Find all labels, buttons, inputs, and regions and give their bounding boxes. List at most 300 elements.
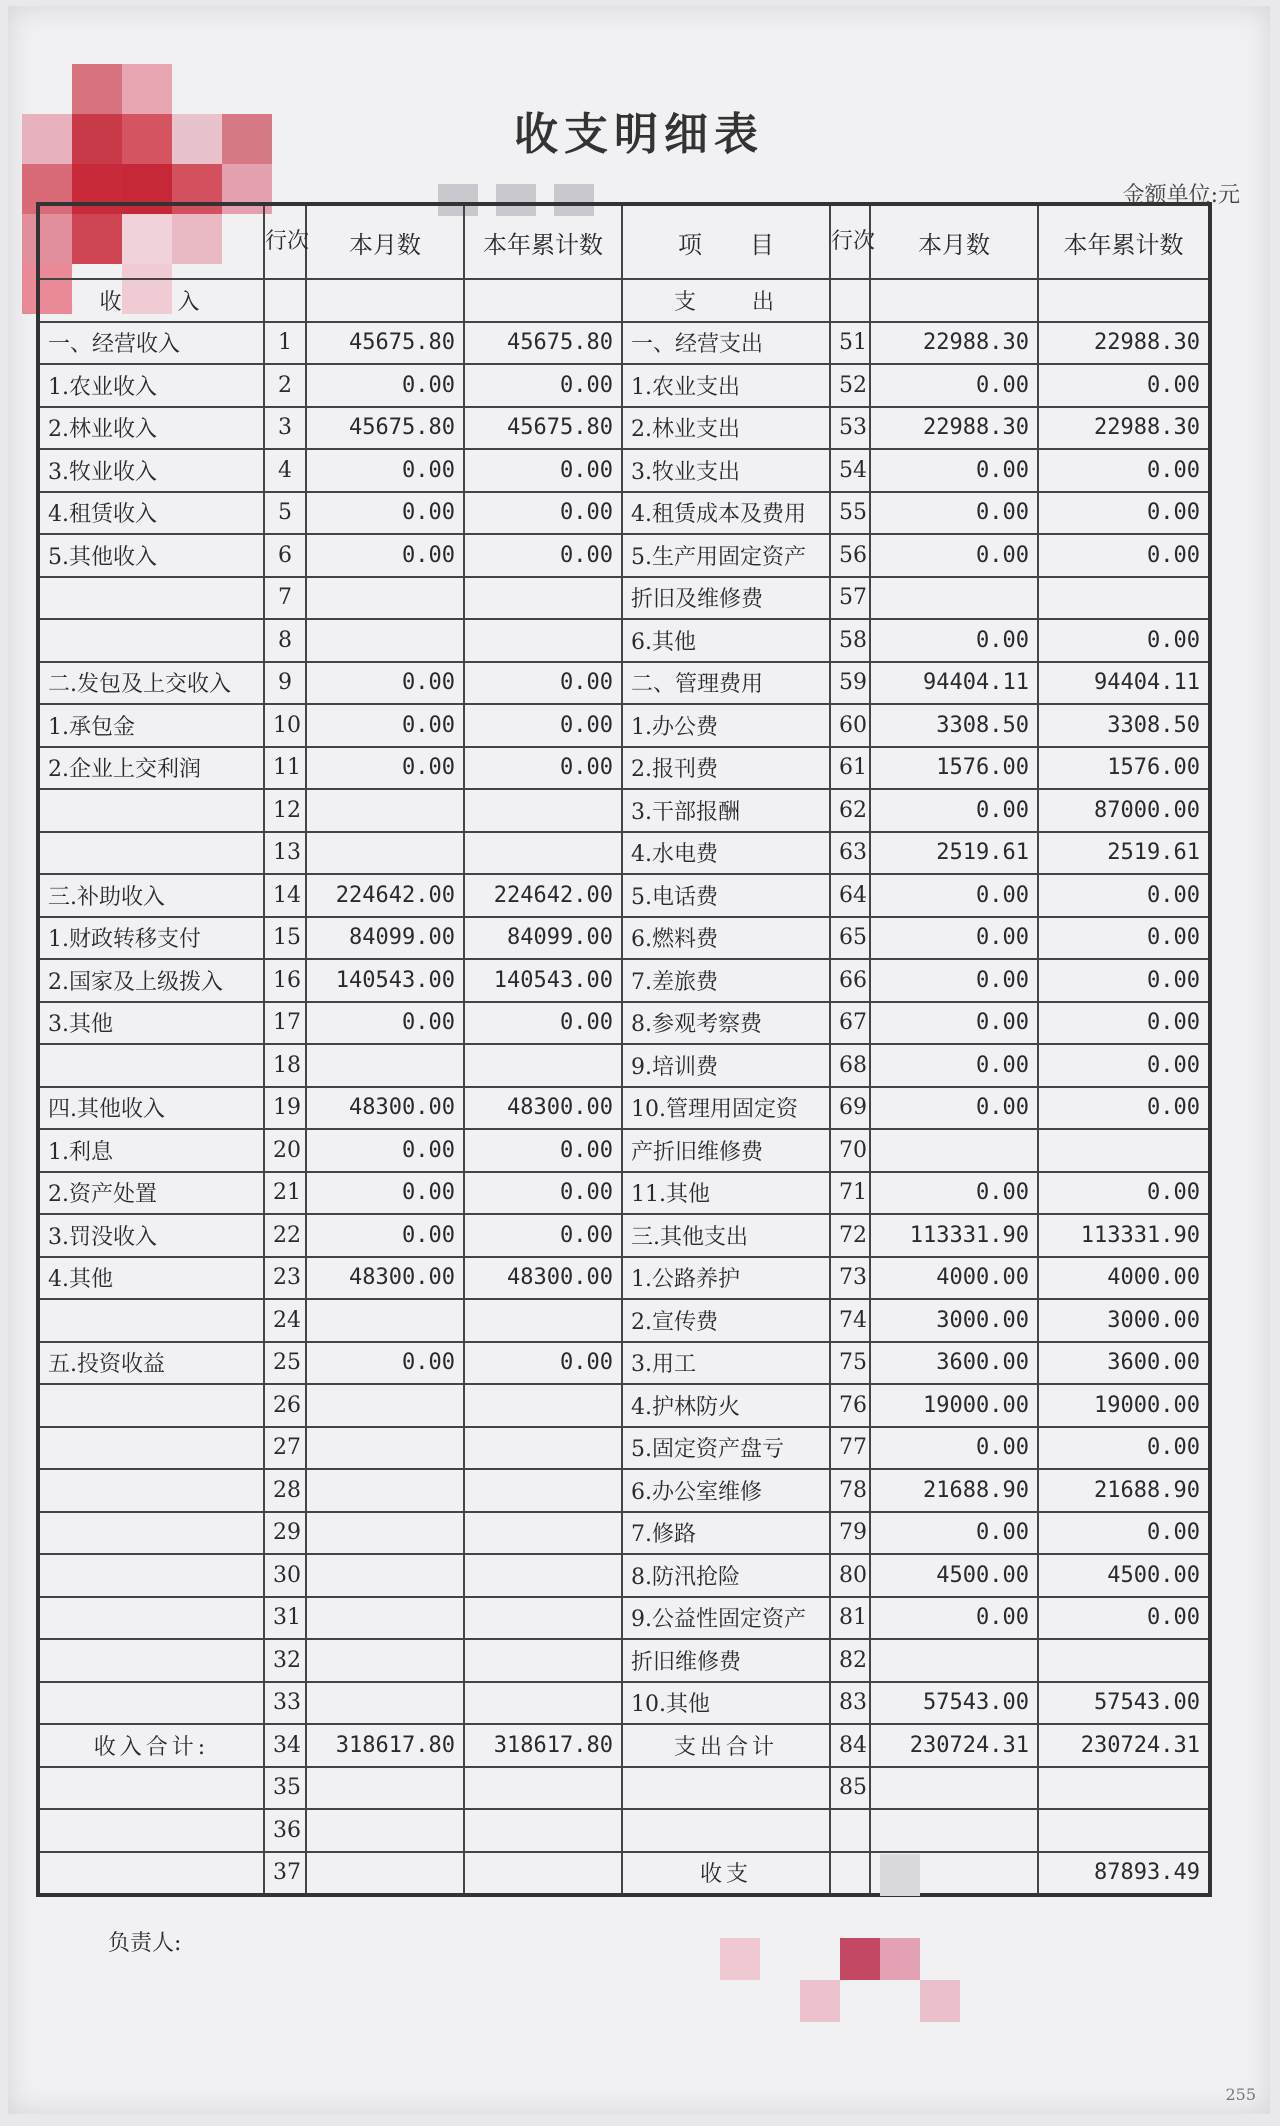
left-month-cell: [306, 1044, 464, 1087]
left-row-cell: 9: [264, 662, 306, 705]
right-month-cell: 21688.90: [870, 1469, 1038, 1512]
right-item-cell: 4.租赁成本及费用: [622, 492, 830, 535]
right-item-cell: 10.管理用固定资: [622, 1087, 830, 1130]
left-item-cell: 4.其他: [38, 1257, 264, 1300]
right-row-cell: 83: [830, 1682, 870, 1725]
left-row-cell: 14: [264, 874, 306, 917]
right-item-cell: 支 出: [622, 279, 830, 322]
right-month-cell: [870, 1809, 1038, 1852]
left-row-cell: 21: [264, 1172, 306, 1215]
left-year-cell: [464, 1767, 622, 1810]
left-item-cell: 3.牧业收入: [38, 449, 264, 492]
right-row-cell: 69: [830, 1087, 870, 1130]
income-expense-table: [36, 202, 1212, 1897]
left-month-cell: 48300.00: [306, 1087, 464, 1130]
left-row-cell: 11: [264, 747, 306, 790]
table-row: [38, 1682, 1210, 1725]
left-item-cell: 1.财政转移支付: [38, 917, 264, 960]
left-row-cell: 10: [264, 704, 306, 747]
left-row-cell: 37: [264, 1852, 306, 1896]
right-year-cell: [1038, 1767, 1210, 1810]
left-item-cell: 收 入: [38, 279, 264, 322]
header-row-right: 行次: [830, 204, 870, 279]
right-row-cell: 81: [830, 1597, 870, 1640]
right-month-cell: 0.00: [870, 1002, 1038, 1045]
left-year-cell: [464, 1809, 622, 1852]
table-row: [38, 1384, 1210, 1427]
header-year-left: 本年累计数: [464, 204, 622, 279]
left-month-cell: 0.00: [306, 662, 464, 705]
left-item-cell: [38, 1682, 264, 1725]
table-row: [38, 662, 1210, 705]
right-month-cell: 3308.50: [870, 704, 1038, 747]
left-year-cell: [464, 1299, 622, 1342]
left-year-cell: [464, 577, 622, 620]
table-row: [38, 1639, 1210, 1682]
left-month-cell: [306, 1469, 464, 1512]
table-row: [38, 407, 1210, 450]
right-item-cell: 3.牧业支出: [622, 449, 830, 492]
right-item-cell: 折旧及维修费: [622, 577, 830, 620]
right-year-cell: 0.00: [1038, 1512, 1210, 1555]
left-item-cell: [38, 1469, 264, 1512]
left-month-cell: 0.00: [306, 1129, 464, 1172]
right-year-cell: 0.00: [1038, 1087, 1210, 1130]
left-item-cell: 1.承包金: [38, 704, 264, 747]
right-month-cell: 230724.31: [870, 1724, 1038, 1767]
right-year-cell: 0.00: [1038, 917, 1210, 960]
right-row-cell: 79: [830, 1512, 870, 1555]
left-year-cell: 48300.00: [464, 1257, 622, 1300]
left-row-cell: 3: [264, 407, 306, 450]
right-month-cell: 0.00: [870, 917, 1038, 960]
right-month-cell: [870, 1639, 1038, 1682]
right-year-cell: 0.00: [1038, 534, 1210, 577]
right-row-cell: 54: [830, 449, 870, 492]
right-month-cell: 94404.11: [870, 662, 1038, 705]
table-row: [38, 577, 1210, 620]
left-year-cell: 0.00: [464, 704, 622, 747]
right-month-cell: 0.00: [870, 619, 1038, 662]
left-month-cell: [306, 1512, 464, 1555]
right-row-cell: 75: [830, 1342, 870, 1385]
right-year-cell: 0.00: [1038, 364, 1210, 407]
left-year-cell: 318617.80: [464, 1724, 622, 1767]
right-row-cell: 68: [830, 1044, 870, 1087]
right-row-cell: 52: [830, 364, 870, 407]
right-item-cell: 1.农业支出: [622, 364, 830, 407]
right-year-cell: 230724.31: [1038, 1724, 1210, 1767]
right-year-cell: 57543.00: [1038, 1682, 1210, 1725]
left-month-cell: [306, 1299, 464, 1342]
table-row: [38, 1469, 1210, 1512]
left-year-cell: 0.00: [464, 662, 622, 705]
left-year-cell: [464, 1639, 622, 1682]
left-month-cell: 0.00: [306, 1342, 464, 1385]
left-month-cell: [306, 1767, 464, 1810]
right-item-cell: 支出合计: [622, 1724, 830, 1767]
right-month-cell: 4500.00: [870, 1554, 1038, 1597]
left-item-cell: 2.国家及上级拨入: [38, 959, 264, 1002]
left-month-cell: [306, 1427, 464, 1470]
left-item-cell: 五.投资收益: [38, 1342, 264, 1385]
left-year-cell: [464, 619, 622, 662]
left-item-cell: 2.企业上交利润: [38, 747, 264, 790]
right-year-cell: 87893.49: [1038, 1852, 1210, 1896]
header-month-left: 本月数: [306, 204, 464, 279]
right-row-cell: 80: [830, 1554, 870, 1597]
left-item-cell: 2.林业收入: [38, 407, 264, 450]
right-year-cell: 21688.90: [1038, 1469, 1210, 1512]
table-row: [38, 1597, 1210, 1640]
left-year-cell: [464, 1427, 622, 1470]
right-item-cell: 2.宣传费: [622, 1299, 830, 1342]
table-row: [38, 1809, 1210, 1852]
left-month-cell: 45675.80: [306, 322, 464, 365]
right-year-cell: 3600.00: [1038, 1342, 1210, 1385]
corner-page-number: 255: [1225, 2085, 1256, 2104]
right-month-cell: 1576.00: [870, 747, 1038, 790]
right-year-cell: 19000.00: [1038, 1384, 1210, 1427]
left-row-cell: 17: [264, 1002, 306, 1045]
left-row-cell: 24: [264, 1299, 306, 1342]
right-item-cell: [622, 1767, 830, 1810]
left-item-cell: 收入合计:: [38, 1724, 264, 1767]
left-month-cell: [306, 1682, 464, 1725]
right-item-cell: 2.林业支出: [622, 407, 830, 450]
left-month-cell: 45675.80: [306, 407, 464, 450]
right-year-cell: 0.00: [1038, 1002, 1210, 1045]
table-row: [38, 874, 1210, 917]
right-item-cell: 8.参观考察费: [622, 1002, 830, 1045]
right-item-cell: 6.燃料费: [622, 917, 830, 960]
right-row-cell: 76: [830, 1384, 870, 1427]
right-row-cell: 70: [830, 1129, 870, 1172]
right-row-cell: 63: [830, 832, 870, 875]
right-month-cell: 0.00: [870, 789, 1038, 832]
left-item-cell: [38, 619, 264, 662]
right-year-cell: 113331.90: [1038, 1214, 1210, 1257]
table-row: [38, 1512, 1210, 1555]
left-item-cell: 5.其他收入: [38, 534, 264, 577]
table-row: [38, 1554, 1210, 1597]
right-row-cell: 62: [830, 789, 870, 832]
right-row-cell: 85: [830, 1767, 870, 1810]
right-year-cell: 94404.11: [1038, 662, 1210, 705]
left-item-cell: [38, 1554, 264, 1597]
table-row: [38, 1852, 1210, 1896]
right-month-cell: 0.00: [870, 364, 1038, 407]
left-year-cell: 0.00: [464, 1214, 622, 1257]
right-row-cell: 61: [830, 747, 870, 790]
left-row-cell: 19: [264, 1087, 306, 1130]
right-row-cell: 51: [830, 322, 870, 365]
footer-responsible: 负责人:: [108, 1931, 182, 1956]
left-row-cell: 27: [264, 1427, 306, 1470]
left-item-cell: [38, 1384, 264, 1427]
left-month-cell: [306, 832, 464, 875]
left-month-cell: 0.00: [306, 449, 464, 492]
table-row: [38, 1299, 1210, 1342]
left-year-cell: 0.00: [464, 1342, 622, 1385]
left-year-cell: [464, 789, 622, 832]
left-month-cell: [306, 1554, 464, 1597]
left-item-cell: 三.补助收入: [38, 874, 264, 917]
right-year-cell: 0.00: [1038, 1172, 1210, 1215]
left-row-cell: 13: [264, 832, 306, 875]
right-row-cell: 60: [830, 704, 870, 747]
left-row-cell: 16: [264, 959, 306, 1002]
table-row: [38, 1172, 1210, 1215]
table-row: [38, 789, 1210, 832]
right-row-cell: 82: [830, 1639, 870, 1682]
right-year-cell: 2519.61: [1038, 832, 1210, 875]
left-month-cell: 0.00: [306, 492, 464, 535]
header-row-left: 行次: [264, 204, 306, 279]
left-month-cell: [306, 1384, 464, 1427]
table-row: [38, 1214, 1210, 1257]
left-item-cell: 4.租赁收入: [38, 492, 264, 535]
left-year-cell: 48300.00: [464, 1087, 622, 1130]
left-month-cell: [306, 1639, 464, 1682]
left-item-cell: 2.资产处置: [38, 1172, 264, 1215]
right-row-cell: [830, 279, 870, 322]
right-item-cell: 3.用工: [622, 1342, 830, 1385]
right-month-cell: 0.00: [870, 1044, 1038, 1087]
table-row: [38, 322, 1210, 365]
left-year-cell: 45675.80: [464, 407, 622, 450]
table-row: [38, 492, 1210, 535]
right-year-cell: 87000.00: [1038, 789, 1210, 832]
right-row-cell: 53: [830, 407, 870, 450]
left-item-cell: [38, 1299, 264, 1342]
left-item-cell: [38, 1809, 264, 1852]
left-year-cell: [464, 1469, 622, 1512]
left-month-cell: 0.00: [306, 364, 464, 407]
left-item-cell: 3.其他: [38, 1002, 264, 1045]
left-month-cell: 0.00: [306, 534, 464, 577]
header-month-right: 本月数: [870, 204, 1038, 279]
right-month-cell: 113331.90: [870, 1214, 1038, 1257]
left-month-cell: [306, 1809, 464, 1852]
left-item-cell: [38, 1512, 264, 1555]
right-month-cell: 0.00: [870, 1087, 1038, 1130]
left-row-cell: 4: [264, 449, 306, 492]
right-row-cell: 56: [830, 534, 870, 577]
right-item-cell: 9.培训费: [622, 1044, 830, 1087]
right-year-cell: 0.00: [1038, 1044, 1210, 1087]
header-item-left: [38, 204, 264, 279]
left-item-cell: [38, 1597, 264, 1640]
left-month-cell: 0.00: [306, 1002, 464, 1045]
table-row: [38, 1002, 1210, 1045]
left-row-cell: 6: [264, 534, 306, 577]
left-month-cell: [306, 1852, 464, 1896]
right-item-cell: 10.其他: [622, 1682, 830, 1725]
right-year-cell: 0.00: [1038, 1427, 1210, 1470]
left-item-cell: [38, 1427, 264, 1470]
left-year-cell: 45675.80: [464, 322, 622, 365]
right-year-cell: 0.00: [1038, 1597, 1210, 1640]
left-item-cell: 二.发包及上交收入: [38, 662, 264, 705]
right-row-cell: 66: [830, 959, 870, 1002]
right-item-cell: 5.固定资产盘亏: [622, 1427, 830, 1470]
right-month-cell: 0.00: [870, 449, 1038, 492]
left-year-cell: 0.00: [464, 1129, 622, 1172]
left-item-cell: [38, 577, 264, 620]
right-item-cell: 折旧维修费: [622, 1639, 830, 1682]
left-row-cell: 35: [264, 1767, 306, 1810]
right-month-cell: 19000.00: [870, 1384, 1038, 1427]
left-item-cell: 四.其他收入: [38, 1087, 264, 1130]
right-item-cell: 4.水电费: [622, 832, 830, 875]
right-row-cell: 58: [830, 619, 870, 662]
table-row: [38, 1087, 1210, 1130]
table-row: [38, 1257, 1210, 1300]
table-row: [38, 1342, 1210, 1385]
table-header-row: [38, 204, 1210, 279]
right-item-cell: 9.公益性固定资产: [622, 1597, 830, 1640]
left-year-cell: [464, 1554, 622, 1597]
left-row-cell: 25: [264, 1342, 306, 1385]
right-row-cell: 73: [830, 1257, 870, 1300]
right-year-cell: [1038, 1639, 1210, 1682]
right-month-cell: 0.00: [870, 1512, 1038, 1555]
right-row-cell: 84: [830, 1724, 870, 1767]
table-row: [38, 747, 1210, 790]
left-year-cell: 0.00: [464, 1002, 622, 1045]
table-row: [38, 279, 1210, 322]
currency-unit: 金额单位:元: [1122, 183, 1240, 208]
left-row-cell: 7: [264, 577, 306, 620]
left-row-cell: 2: [264, 364, 306, 407]
left-year-cell: 84099.00: [464, 917, 622, 960]
left-row-cell: 26: [264, 1384, 306, 1427]
left-row-cell: 8: [264, 619, 306, 662]
left-row-cell: 29: [264, 1512, 306, 1555]
right-year-cell: 0.00: [1038, 874, 1210, 917]
left-year-cell: 0.00: [464, 449, 622, 492]
table-row: [38, 959, 1210, 1002]
left-item-cell: 3.罚没收入: [38, 1214, 264, 1257]
right-month-cell: 0.00: [870, 492, 1038, 535]
right-month-cell: 0.00: [870, 874, 1038, 917]
right-item-cell: 5.生产用固定资产: [622, 534, 830, 577]
right-month-cell: 0.00: [870, 1427, 1038, 1470]
left-year-cell: 224642.00: [464, 874, 622, 917]
right-item-cell: 6.办公室维修: [622, 1469, 830, 1512]
left-row-cell: 5: [264, 492, 306, 535]
left-item-cell: [38, 1639, 264, 1682]
left-item-cell: [38, 1767, 264, 1810]
right-item-cell: 7.修路: [622, 1512, 830, 1555]
right-month-cell: [870, 1129, 1038, 1172]
left-year-cell: [464, 1682, 622, 1725]
left-year-cell: 0.00: [464, 492, 622, 535]
right-year-cell: 1576.00: [1038, 747, 1210, 790]
left-row-cell: 18: [264, 1044, 306, 1087]
left-item-cell: [38, 832, 264, 875]
right-year-cell: 22988.30: [1038, 322, 1210, 365]
right-year-cell: 4000.00: [1038, 1257, 1210, 1300]
table-row: [38, 704, 1210, 747]
right-month-cell: 0.00: [870, 1597, 1038, 1640]
right-year-cell: 0.00: [1038, 449, 1210, 492]
right-year-cell: 0.00: [1038, 492, 1210, 535]
right-item-cell: [622, 1809, 830, 1852]
left-year-cell: [464, 1384, 622, 1427]
table-row: [38, 1427, 1210, 1470]
right-item-cell: 1.公路养护: [622, 1257, 830, 1300]
header-year-right: 本年累计数: [1038, 204, 1210, 279]
left-row-cell: 36: [264, 1809, 306, 1852]
right-year-cell: 22988.30: [1038, 407, 1210, 450]
right-row-cell: 71: [830, 1172, 870, 1215]
right-month-cell: 2519.61: [870, 832, 1038, 875]
left-row-cell: 33: [264, 1682, 306, 1725]
right-item-cell: 二、管理费用: [622, 662, 830, 705]
right-row-cell: [830, 1809, 870, 1852]
right-row-cell: 74: [830, 1299, 870, 1342]
table-row: [38, 1044, 1210, 1087]
table-row: [38, 1767, 1210, 1810]
left-row-cell: 32: [264, 1639, 306, 1682]
right-month-cell: 0.00: [870, 534, 1038, 577]
right-year-cell: [1038, 1129, 1210, 1172]
right-month-cell: 22988.30: [870, 407, 1038, 450]
right-month-cell: 57543.00: [870, 1682, 1038, 1725]
right-item-cell: 3.干部报酬: [622, 789, 830, 832]
right-year-cell: 3308.50: [1038, 704, 1210, 747]
left-row-cell: 20: [264, 1129, 306, 1172]
left-month-cell: 48300.00: [306, 1257, 464, 1300]
right-item-cell: 1.办公费: [622, 704, 830, 747]
left-month-cell: 318617.80: [306, 1724, 464, 1767]
left-month-cell: [306, 279, 464, 322]
left-year-cell: [464, 1852, 622, 1896]
table-row: [38, 534, 1210, 577]
left-year-cell: [464, 832, 622, 875]
header-item-right: 项 目: [622, 204, 830, 279]
right-row-cell: 67: [830, 1002, 870, 1045]
left-item-cell: [38, 1852, 264, 1896]
right-month-cell: [870, 577, 1038, 620]
left-year-cell: [464, 1597, 622, 1640]
right-month-cell: [870, 279, 1038, 322]
left-month-cell: [306, 577, 464, 620]
left-year-cell: 0.00: [464, 747, 622, 790]
right-year-cell: [1038, 1809, 1210, 1852]
right-item-cell: 三.其他支出: [622, 1214, 830, 1257]
right-month-cell: 0.00: [870, 1172, 1038, 1215]
right-year-cell: [1038, 279, 1210, 322]
right-year-cell: 3000.00: [1038, 1299, 1210, 1342]
left-row-cell: 34: [264, 1724, 306, 1767]
right-month-cell: 3000.00: [870, 1299, 1038, 1342]
right-item-cell: 5.电话费: [622, 874, 830, 917]
left-item-cell: [38, 789, 264, 832]
left-row-cell: 12: [264, 789, 306, 832]
right-item-cell: 产折旧维修费: [622, 1129, 830, 1172]
left-year-cell: [464, 1512, 622, 1555]
right-row-cell: 65: [830, 917, 870, 960]
right-item-cell: 2.报刊费: [622, 747, 830, 790]
left-year-cell: 140543.00: [464, 959, 622, 1002]
right-year-cell: 4500.00: [1038, 1554, 1210, 1597]
right-item-cell: 收支: [622, 1852, 830, 1896]
table-row: [38, 1129, 1210, 1172]
table-row: [38, 449, 1210, 492]
